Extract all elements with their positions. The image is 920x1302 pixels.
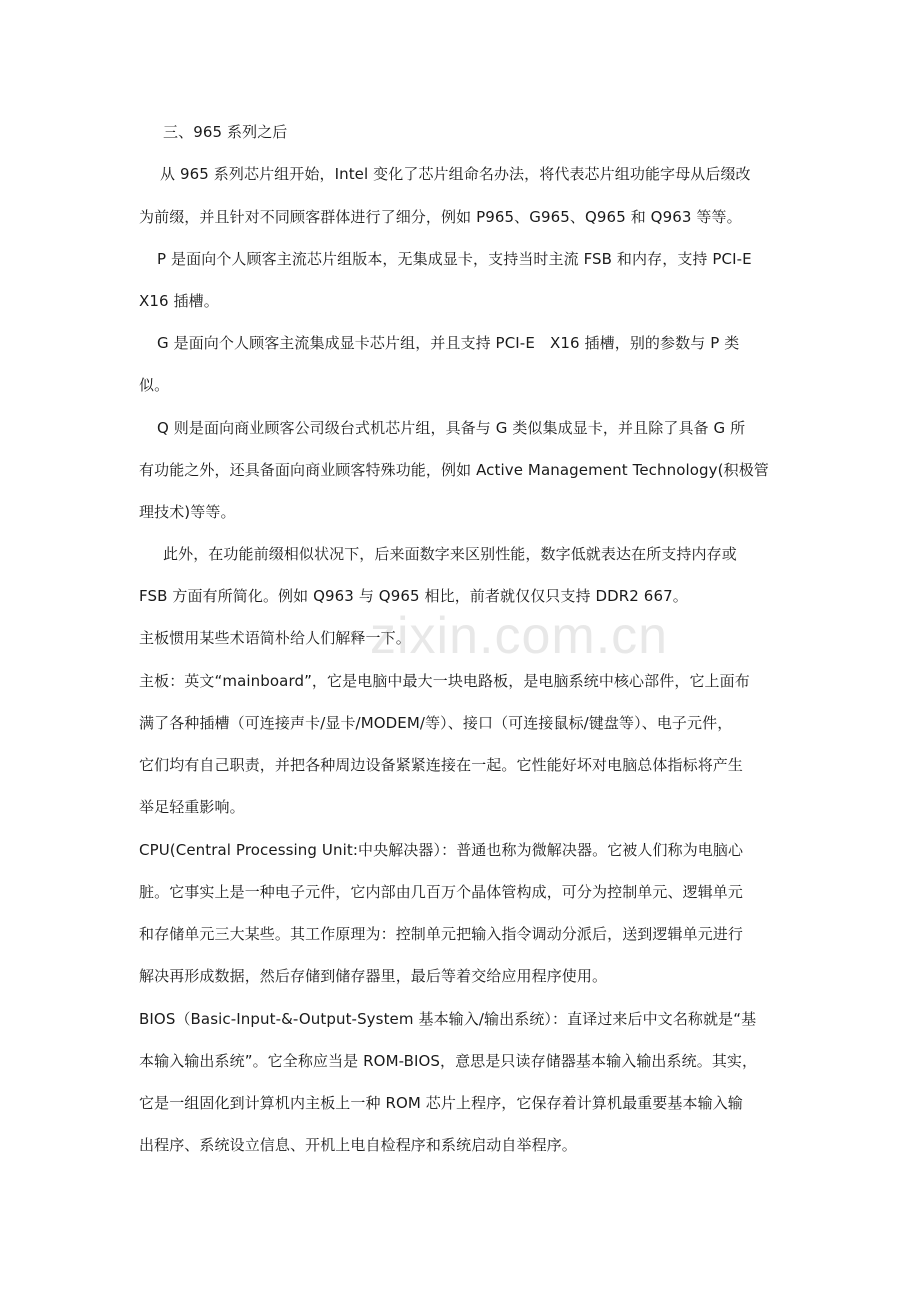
paragraph-line: G 是面向个人顾客主流集成显卡芯片组，并且支持 PCI-E X16 插槽，别的参数与 P 类 — [157, 334, 740, 352]
paragraph-line: 举足轻重影响。 — [139, 798, 245, 816]
section-heading: 三、965 系列之后 — [163, 123, 288, 141]
paragraph-line: 有功能之外，还具备面向商业顾客特殊功能，例如 Active Management Technology(积极管 — [139, 461, 769, 479]
paragraph-line: 解决再形成数据，然后存储到储存器里，最后等着交给应用程序使用。 — [139, 967, 608, 985]
paragraph-line: 本输入输出系统”。它全称应当是 ROM-BIOS，意思是只读存储器基本输入输出系统。其实， — [139, 1052, 758, 1070]
paragraph-line: P 是面向个人顾客主流芯片组版本，无集成显卡，支持当时主流 FSB 和内存，支持 PCI-E — [157, 250, 752, 268]
paragraph-line: FSB 方面有所简化。例如 Q963 与 Q965 相比，前者就仅仅只支持 DDR2 667。 — [139, 587, 688, 605]
paragraph-line: 脏。它事实上是一种电子元件，它内部由几百万个晶体管构成，可分为控制单元、逻辑单元 — [139, 883, 744, 901]
paragraph-line: 似。 — [139, 376, 170, 394]
paragraph-line: X16 插槽。 — [139, 292, 219, 310]
watermark: zixin.com.cn — [370, 607, 669, 665]
paragraph-line: 它们均有自己职责，并把各种周边设备紧紧连接在一起。它性能好坏对电脑总体指标将产生 — [139, 756, 744, 774]
paragraph-line: 主板：英文“mainboard”，它是电脑中最大一块电路板，是电脑系统中核心部件，它上面布 — [139, 672, 750, 690]
paragraph-line: 和存储单元三大某些。其工作原理为：控制单元把输入指令调动分派后，送到逻辑单元进行 — [139, 925, 744, 943]
paragraph-line: 出程序、系统设立信息、开机上电自检程序和系统启动自举程序。 — [139, 1136, 577, 1154]
paragraph-line: 它是一组固化到计算机内主板上一种 ROM 芯片上程序，它保存着计算机最重要基本输入输 — [139, 1094, 743, 1112]
paragraph-line: 此外，在功能前缀相似状况下，后来面数字来区别性能，数字低就表达在所支持内存或 — [163, 545, 737, 563]
paragraph-line: BIOS（Basic-Input-&-Output-System 基本输入/输出系统）：直译过来后中文名称就是“基 — [139, 1010, 757, 1028]
paragraph-line: 主板惯用某些术语简朴给人们解释一下。 — [139, 629, 411, 647]
paragraph-line: Q 则是面向商业顾客公司级台式机芯片组，具备与 G 类似集成显卡，并且除了具备 G 所 — [157, 419, 746, 437]
paragraph-line: 理技术)等等。 — [139, 503, 236, 521]
paragraph-line: 从 965 系列芯片组开始，Intel 变化了芯片组命名办法，将代表芯片组功能字母从后缀改 — [160, 165, 751, 183]
paragraph-line: 为前缀，并且针对不同顾客群体进行了细分，例如 P965、G965、Q965 和 Q963 等等。 — [139, 208, 742, 226]
paragraph-line: CPU(Central Processing Unit:中央解决器）：普通也称为微解决器。它被人们称为电脑心 — [139, 841, 744, 859]
paragraph-line: 满了各种插槽（可连接声卡/显卡/MODEM/等）、接口（可连接鼠标/键盘等）、电子元件， — [139, 714, 733, 732]
